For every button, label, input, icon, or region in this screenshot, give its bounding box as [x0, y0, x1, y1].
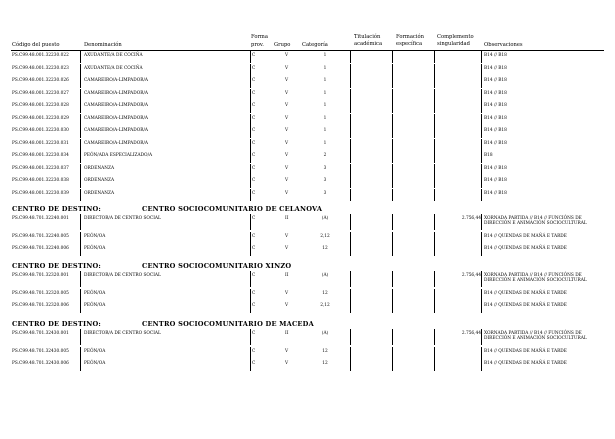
position-code: PS.C99.48.701.32320.006 [12, 303, 69, 308]
position-name: PEÓN/OA [84, 246, 106, 251]
position-grupo: V [285, 153, 289, 158]
position-observaciones: B14 // QUENDAS DE MAÑÁ E TARDE [484, 303, 567, 308]
position-code: PS.C99.48.701.32240.005 [12, 234, 69, 239]
column-divider [250, 176, 251, 188]
column-divider [434, 232, 435, 244]
column-divider [350, 51, 351, 63]
position-name: PEÓN/OA [84, 361, 106, 366]
column-divider [434, 301, 435, 313]
position-grupo: V [285, 303, 289, 308]
header-forma-line2: prov. [251, 42, 264, 48]
column-divider [250, 51, 251, 63]
column-divider [350, 271, 351, 287]
position-code: PS.C99.48.701.32240.006 [12, 246, 69, 251]
column-divider [434, 126, 435, 138]
position-grupo: V [285, 128, 289, 133]
position-name: PEÓN/OA [84, 234, 106, 239]
column-divider [481, 101, 482, 113]
column-divider [481, 301, 482, 313]
position-observaciones: B14 // B18 [484, 178, 507, 183]
column-divider [434, 51, 435, 63]
position-code: PS.C99.48.701.32320.005 [12, 291, 69, 296]
column-divider [392, 232, 393, 244]
column-divider [392, 289, 393, 301]
header-grupo: Grupo [274, 42, 291, 48]
position-forma: C [252, 273, 256, 278]
column-divider [392, 176, 393, 188]
column-divider [392, 151, 393, 163]
column-divider [350, 301, 351, 313]
column-divider [434, 151, 435, 163]
position-code: PS.C99.48.001.32230.026 [12, 78, 69, 83]
position-forma: C [252, 331, 256, 336]
position-observaciones: B14 // QUENDAS DE MAÑÁ E TARDE [484, 234, 567, 239]
column-divider [392, 271, 393, 287]
column-divider [80, 347, 81, 359]
column-divider [80, 301, 81, 313]
column-divider [481, 164, 482, 176]
column-divider [434, 89, 435, 101]
column-divider [392, 51, 393, 63]
position-observaciones: B14 // QUENDAS DE MAÑÁ E TARDE [484, 361, 567, 366]
position-complemento: 2.756,44 [461, 273, 481, 278]
position-forma: C [252, 234, 256, 239]
position-code: PS.C99.48.001.32230.037 [12, 165, 69, 171]
position-categoria: 2,12 [320, 303, 330, 308]
position-categoria: 1 [323, 90, 327, 96]
column-divider [434, 347, 435, 359]
column-divider [350, 76, 351, 88]
column-divider [392, 64, 393, 76]
column-divider [434, 139, 435, 151]
header-rule [11, 50, 604, 51]
position-categoria: 1 [323, 140, 327, 146]
header-complemento-line1: Complemento [437, 34, 474, 40]
position-grupo: V [285, 246, 289, 251]
column-divider [250, 164, 251, 176]
column-divider [481, 347, 482, 359]
column-divider [392, 189, 393, 201]
column-divider [392, 301, 393, 313]
column-divider [80, 329, 81, 345]
column-divider [250, 347, 251, 359]
column-divider [250, 126, 251, 138]
center-destination-name: CENTRO SOCIOCOMUNITARIO DE MACEDA [142, 320, 314, 328]
position-categoria: (A) [321, 216, 329, 221]
column-divider [250, 301, 251, 313]
column-divider [80, 89, 81, 101]
column-divider [350, 214, 351, 230]
position-name: AXUDANTE/A DE COCIÑA [84, 53, 143, 58]
column-divider [481, 114, 482, 126]
column-divider [434, 214, 435, 230]
column-divider [392, 101, 393, 113]
column-divider [350, 347, 351, 359]
position-forma: C [252, 246, 256, 251]
position-forma: C [252, 291, 256, 296]
column-divider [80, 51, 81, 63]
position-observaciones: B14 // B18 [484, 140, 507, 146]
column-divider [350, 164, 351, 176]
column-divider [434, 359, 435, 371]
header-forma-line1: Forma [251, 34, 268, 40]
column-divider [481, 359, 482, 371]
position-grupo: II [285, 331, 289, 336]
position-code: PS.C99.48.701.32320.001 [12, 273, 69, 278]
position-categoria: 1 [323, 65, 327, 71]
position-name: AXUDANTE/A DE COCIÑA [84, 65, 143, 71]
column-divider [392, 347, 393, 359]
header-categoria: Categoría [302, 42, 328, 48]
position-forma: C [252, 349, 256, 354]
position-categoria: 12 [322, 361, 328, 366]
column-divider [392, 126, 393, 138]
position-code: PS.C99.48.001.32230.039 [12, 190, 69, 196]
column-divider [250, 359, 251, 371]
column-divider [350, 289, 351, 301]
column-divider [392, 139, 393, 151]
column-divider [392, 164, 393, 176]
column-divider [80, 114, 81, 126]
position-name: ORDENANZA [84, 165, 115, 171]
column-divider [350, 232, 351, 244]
column-divider [350, 114, 351, 126]
header-formacion-line2: específica [396, 41, 423, 47]
column-divider [350, 139, 351, 151]
position-name: PEÓN/OA [84, 291, 106, 296]
position-grupo: II [285, 216, 289, 221]
position-code: PS.C99.48.001.32230.022 [12, 53, 69, 58]
column-divider [434, 189, 435, 201]
position-code: PS.C99.48.701.32430.001 [12, 331, 69, 336]
column-divider [481, 139, 482, 151]
position-code: PS.C99.48.001.32230.038 [12, 178, 69, 183]
position-observaciones: B14 // B18 [484, 165, 507, 171]
position-code: PS.C99.48.001.32230.031 [12, 140, 69, 146]
column-divider [350, 329, 351, 345]
header-formacion-line1: Formación [396, 34, 424, 40]
column-divider [250, 101, 251, 113]
column-divider [80, 359, 81, 371]
position-observaciones: B14 // B18 [484, 53, 507, 58]
position-name: ORDENANZA [84, 178, 115, 183]
column-divider [250, 114, 251, 126]
position-code: PS.C99.48.001.32230.034 [12, 153, 69, 158]
position-observaciones: B14 // B18 [484, 115, 507, 121]
column-divider [481, 89, 482, 101]
position-code: PS.C99.48.701.32240.001 [12, 216, 69, 221]
position-forma: C [252, 115, 256, 121]
column-divider [392, 244, 393, 256]
column-divider [80, 139, 81, 151]
position-grupo: V [285, 291, 289, 296]
column-divider [250, 189, 251, 201]
position-forma: C [252, 90, 256, 96]
column-divider [80, 289, 81, 301]
position-code: PS.C99.48.701.32430.006 [12, 361, 69, 366]
position-grupo: V [285, 165, 289, 171]
column-divider [80, 126, 81, 138]
position-forma: C [252, 165, 256, 171]
position-forma: C [252, 78, 256, 83]
column-divider [250, 139, 251, 151]
column-divider [250, 289, 251, 301]
column-divider [481, 176, 482, 188]
position-categoria: 3 [323, 178, 327, 183]
column-divider [350, 244, 351, 256]
position-categoria: 3 [323, 165, 327, 171]
position-complemento: 2.756,44 [461, 216, 481, 221]
position-observaciones: B14 // B18 [484, 103, 507, 108]
column-divider [80, 76, 81, 88]
position-forma: C [252, 65, 256, 71]
column-divider [350, 101, 351, 113]
position-code: PS.C99.48.001.32230.023 [12, 65, 69, 71]
position-forma: C [252, 190, 256, 196]
position-grupo: V [285, 178, 289, 183]
position-code: PS.C99.48.001.32230.029 [12, 115, 69, 121]
header-denominacion: Denominación [84, 42, 122, 48]
position-complemento: 2.756,44 [461, 331, 481, 336]
column-divider [434, 101, 435, 113]
position-observaciones: B14 // QUENDAS DE MAÑÁ E TARDE [484, 246, 567, 251]
header-titulacion-line2: académica [354, 41, 383, 47]
column-divider [434, 289, 435, 301]
position-grupo: V [285, 140, 289, 146]
position-categoria: 2 [323, 153, 327, 158]
column-divider [481, 126, 482, 138]
column-divider [350, 126, 351, 138]
position-name: CAMAREIRO/A-LIMPADOR/A [84, 128, 149, 133]
position-code: PS.C99.48.001.32230.028 [12, 103, 69, 108]
position-name: CAMAREIRO/A-LIMPADOR/A [84, 115, 149, 121]
position-categoria: (A) [321, 273, 329, 278]
column-divider [350, 89, 351, 101]
column-divider [434, 271, 435, 287]
column-divider [250, 329, 251, 345]
position-grupo: V [285, 234, 289, 239]
column-divider [80, 151, 81, 163]
column-divider [250, 89, 251, 101]
column-divider [392, 89, 393, 101]
position-grupo: V [285, 65, 289, 71]
position-categoria: 1 [323, 103, 327, 108]
position-grupo: V [285, 349, 289, 354]
column-divider [434, 114, 435, 126]
column-divider [481, 151, 482, 163]
position-categoria: 1 [323, 115, 327, 121]
position-observaciones: B14 // QUENDAS DE MAÑÁ E TARDE [484, 349, 567, 354]
position-forma: C [252, 216, 256, 221]
header-complemento-line2: singularidad [437, 41, 470, 47]
column-divider [434, 64, 435, 76]
column-divider [250, 76, 251, 88]
position-code: PS.C99.48.701.32430.005 [12, 349, 69, 354]
position-grupo: V [285, 53, 289, 58]
position-categoria: 12 [322, 349, 328, 354]
column-divider [80, 164, 81, 176]
position-name: CAMAREIRO/A-LIMPADOR/A [84, 103, 149, 108]
column-divider [80, 176, 81, 188]
column-divider [80, 232, 81, 244]
position-observaciones: XORNADA PARTIDA // B14 // FUNCIÓNS DE DIRECCIÓN E ANIMACIÓN SOCIOCULTURAL [484, 331, 587, 341]
column-divider [350, 64, 351, 76]
column-divider [350, 176, 351, 188]
position-forma: C [252, 153, 256, 158]
center-destination-label: CENTRO DE DESTINO: [12, 262, 102, 270]
column-divider [481, 64, 482, 76]
position-observaciones: XORNADA PARTIDA // B14 // FUNCIÓNS DE DIRECCIÓN E ANIMACIÓN SOCIOCULTURAL [484, 216, 587, 226]
center-destination-name: CENTRO SOCIOCOMUNITARIO DE CELANOVA [142, 205, 323, 213]
column-divider [80, 101, 81, 113]
position-categoria: 1 [323, 128, 327, 133]
column-divider [250, 244, 251, 256]
column-divider [434, 329, 435, 345]
column-divider [434, 244, 435, 256]
column-divider [481, 189, 482, 201]
column-divider [250, 151, 251, 163]
column-divider [392, 359, 393, 371]
position-observaciones: B14 // B18 [484, 78, 507, 83]
position-name: CAMAREIRO/A-LIMPADOR/A [84, 90, 149, 96]
column-divider [80, 189, 81, 201]
column-divider [250, 232, 251, 244]
column-divider [350, 189, 351, 201]
position-categoria: 1 [323, 53, 327, 58]
position-forma: C [252, 53, 256, 58]
position-categoria: (A) [321, 331, 329, 336]
column-divider [250, 64, 251, 76]
column-divider [481, 51, 482, 63]
column-divider [481, 244, 482, 256]
position-observaciones: B14 // B18 [484, 190, 507, 196]
column-divider [481, 214, 482, 230]
column-divider [392, 214, 393, 230]
column-divider [481, 289, 482, 301]
column-divider [350, 359, 351, 371]
column-divider [350, 151, 351, 163]
column-divider [80, 271, 81, 287]
position-grupo: V [285, 361, 289, 366]
position-forma: C [252, 128, 256, 133]
position-name: PEÓN/OA [84, 349, 106, 354]
header-titulacion-line1: Titulación [354, 34, 381, 40]
column-divider [250, 271, 251, 287]
column-divider [250, 214, 251, 230]
column-divider [392, 76, 393, 88]
position-grupo: V [285, 103, 289, 108]
position-categoria: 3 [323, 190, 327, 196]
position-observaciones: B14 // B18 [484, 128, 507, 133]
column-divider [80, 64, 81, 76]
column-divider [434, 76, 435, 88]
position-forma: C [252, 361, 256, 366]
position-name: CAMAREIRO/A-LIMPADOR/A [84, 140, 149, 146]
position-name: ORDENANZA [84, 190, 115, 196]
position-forma: C [252, 103, 256, 108]
center-destination-label: CENTRO DE DESTINO: [12, 205, 102, 213]
position-name: DIRECTOR/A DE CENTRO SOCIAL [84, 216, 161, 221]
position-forma: C [252, 140, 256, 146]
position-name: PEÓN/ADA ESPECIALIZADO/A [84, 153, 153, 158]
position-observaciones: XORNADA PARTIDA // B14 // FUNCIÓNS DE DIRECCIÓN E ANIMACIÓN SOCIOCULTURAL [484, 273, 587, 283]
position-forma: C [252, 178, 256, 183]
position-observaciones: B14 // B18 [484, 90, 507, 96]
header-observaciones: Observaciones [484, 42, 523, 48]
position-grupo: II [285, 273, 289, 278]
position-grupo: V [285, 78, 289, 83]
position-name: PEÓN/OA [84, 303, 106, 308]
position-categoria: 2,12 [320, 234, 330, 239]
column-divider [481, 232, 482, 244]
position-name: DIRECTOR/A DE CENTRO SOCIAL [84, 331, 161, 336]
position-name: CAMAREIRO/A-LIMPADOR/A [84, 78, 149, 83]
column-divider [80, 214, 81, 230]
position-name: DIRECTOR/A DE CENTRO SOCIAL [84, 273, 161, 278]
position-observaciones: B14 // B18 [484, 65, 507, 71]
position-observaciones: B14 // QUENDAS DE MAÑÁ E TARDE [484, 291, 567, 296]
position-code: PS.C99.48.001.32230.027 [12, 90, 69, 96]
column-divider [392, 329, 393, 345]
position-categoria: 12 [322, 291, 328, 296]
column-divider [434, 164, 435, 176]
position-grupo: V [285, 115, 289, 121]
position-grupo: V [285, 90, 289, 96]
position-categoria: 12 [322, 246, 328, 251]
column-divider [392, 114, 393, 126]
header-codigo: Código del puesto [12, 42, 60, 48]
position-code: PS.C99.48.001.32230.030 [12, 128, 69, 133]
column-divider [481, 76, 482, 88]
column-divider [80, 244, 81, 256]
position-forma: C [252, 303, 256, 308]
position-observaciones: B18 [484, 153, 493, 158]
column-divider [434, 176, 435, 188]
position-grupo: V [285, 190, 289, 196]
column-divider [481, 271, 482, 287]
center-destination-name: CENTRO SOCIOCOMUNITARIO XINZO [142, 262, 292, 270]
center-destination-label: CENTRO DE DESTINO: [12, 320, 102, 328]
column-divider [481, 329, 482, 345]
position-categoria: 1 [323, 78, 327, 83]
